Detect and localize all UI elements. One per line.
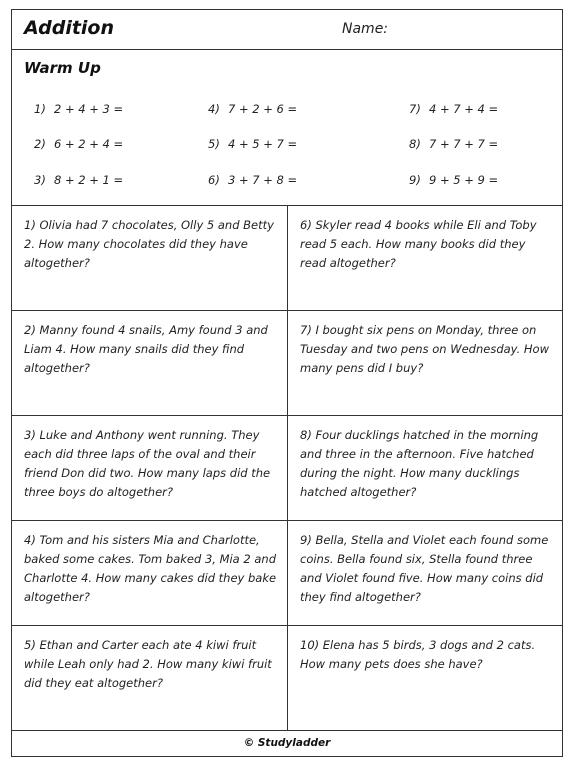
equation-number: 1) bbox=[34, 102, 46, 116]
equation-number: 9) bbox=[409, 173, 421, 187]
equation-expression: 8 + 2 + 1 = bbox=[54, 173, 124, 187]
word-problem-text: 5) Ethan and Carter each ate 4 kiwi fruit while Leah only had 2. How many kiwi fruit did they eat altogether? bbox=[24, 638, 272, 690]
warm-up-equation bbox=[409, 137, 498, 151]
word-problem-text: 8) Four ducklings hatched in the morning and three in the afternoon. Five hatched during the night. How many ducklings hatched altogether? bbox=[300, 428, 539, 499]
worksheet-header bbox=[12, 10, 562, 50]
equation-expression: 3 + 7 + 8 = bbox=[228, 173, 298, 187]
equation-expression: 7 + 7 + 7 = bbox=[429, 137, 499, 151]
word-problem-cell bbox=[12, 311, 288, 416]
warm-up-equation bbox=[34, 173, 123, 187]
warm-up-equation bbox=[409, 173, 498, 187]
equation-number: 3) bbox=[34, 173, 46, 187]
copyright-footer: © Studyladder bbox=[243, 737, 331, 749]
word-problem-text: 3) Luke and Anthony went running. They each did three laps of the oval and their friend Don did two. How many laps did the three boys do altogether? bbox=[24, 428, 271, 499]
word-problem-text: 7) I bought six pens on Monday, three on Tuesday and two pens on Wednesday. How many pens did I buy? bbox=[300, 323, 549, 375]
worksheet-title: Addition bbox=[24, 17, 115, 39]
warm-up-equation bbox=[208, 173, 297, 187]
equation-number: 4) bbox=[208, 102, 220, 116]
word-problem-cell bbox=[12, 521, 288, 626]
warm-up-equation bbox=[409, 102, 498, 116]
warm-up-equation bbox=[208, 102, 297, 116]
word-problem-text: 1) Olivia had 7 chocolates, Olly 5 and Betty 2. How many chocolates did they have altogether? bbox=[24, 218, 274, 270]
word-problem-cell bbox=[287, 416, 563, 521]
word-problem-cell bbox=[12, 626, 288, 731]
equation-expression: 9 + 5 + 9 = bbox=[429, 173, 499, 187]
word-problem-text: 2) Manny found 4 snails, Amy found 3 and Liam 4. How many snails did they find altogether? bbox=[24, 323, 268, 375]
word-problem-cell bbox=[287, 626, 563, 731]
worksheet bbox=[11, 9, 563, 757]
word-problem-text: 4) Tom and his sisters Mia and Charlotte, baked some cakes. Tom baked 3, Mia 2 and Charlotte 4. How many cakes did they bake altogether? bbox=[24, 533, 277, 604]
word-problems-grid bbox=[12, 206, 562, 731]
word-problem-cell bbox=[287, 311, 563, 416]
equation-expression: 4 + 5 + 7 = bbox=[228, 137, 298, 151]
word-problem-cell bbox=[287, 206, 563, 311]
equation-number: 5) bbox=[208, 137, 220, 151]
equation-number: 8) bbox=[409, 137, 421, 151]
warm-up-section bbox=[12, 50, 562, 206]
equation-number: 6) bbox=[208, 173, 220, 187]
warm-up-equation bbox=[34, 137, 123, 151]
equation-expression: 4 + 7 + 4 = bbox=[429, 102, 499, 116]
warm-up-equation bbox=[208, 137, 297, 151]
warm-up-title: Warm Up bbox=[24, 59, 101, 77]
equation-expression: 2 + 4 + 3 = bbox=[54, 102, 124, 116]
word-problem-text: 10) Elena has 5 birds, 3 dogs and 2 cats. How many pets does she have? bbox=[300, 638, 536, 671]
equation-number: 7) bbox=[409, 102, 421, 116]
equation-number: 2) bbox=[34, 137, 46, 151]
equation-expression: 6 + 2 + 4 = bbox=[54, 137, 124, 151]
equation-expression: 7 + 2 + 6 = bbox=[228, 102, 298, 116]
word-problem-cell bbox=[12, 206, 288, 311]
warm-up-equation bbox=[34, 102, 123, 116]
word-problem-cell bbox=[12, 416, 288, 521]
word-problem-cell bbox=[287, 521, 563, 626]
name-label: Name: bbox=[342, 21, 389, 37]
word-problem-text: 9) Bella, Stella and Violet each found some coins. Bella found six, Stella found three and Violet found five. How many coins did they find altogether? bbox=[300, 533, 549, 604]
word-problem-text: 6) Skyler read 4 books while Eli and Toby read 5 each. How many books did they read altogether? bbox=[300, 218, 537, 270]
